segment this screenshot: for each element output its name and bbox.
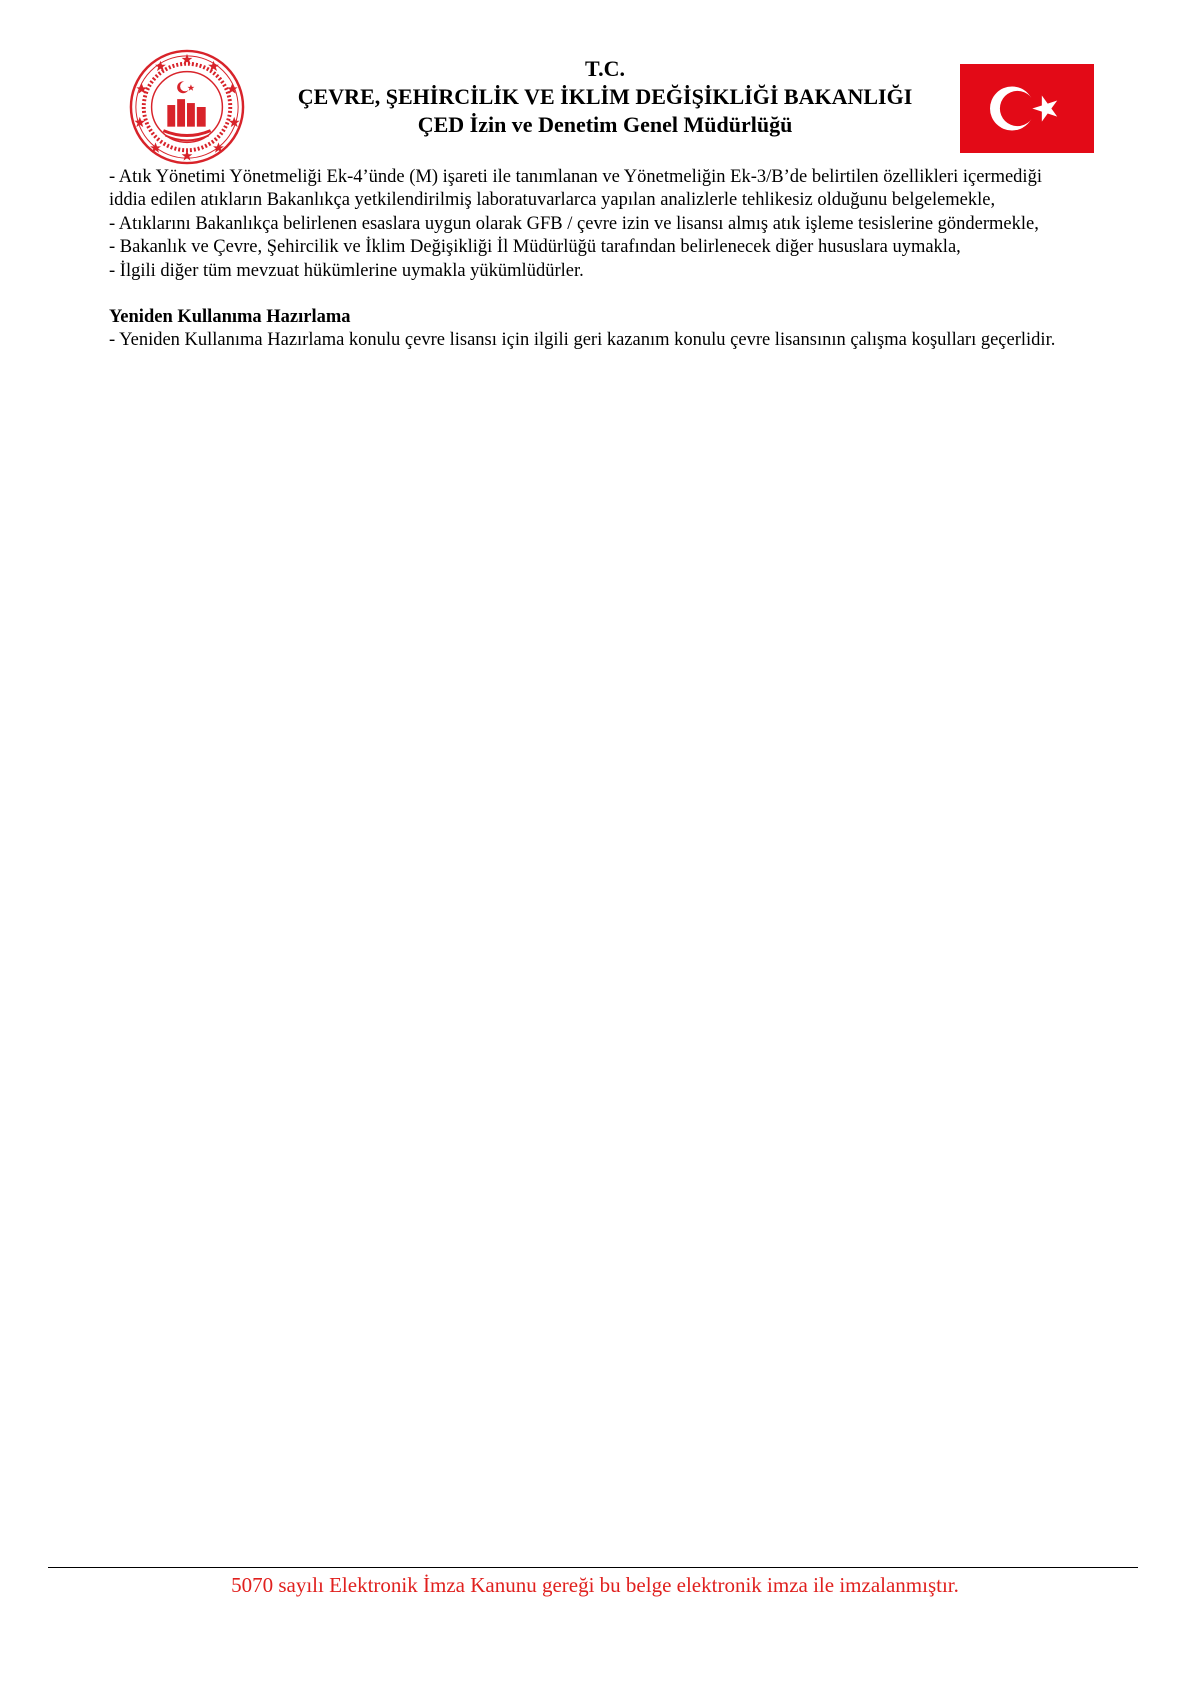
turkish-flag-icon — [960, 64, 1094, 153]
body-paragraph: - İlgili diğer tüm mevzuat hükümlerine uymakla yükümlüdürler. — [109, 260, 584, 281]
ministry-seal-icon — [128, 48, 246, 166]
header-line-tc: T.C. — [585, 56, 625, 81]
header-line-ministry: ÇEVRE, ŞEHİRCİLİK VE İKLİM DEĞİŞİKLİĞİ BAKANLIĞI — [297, 84, 913, 109]
section-heading: Yeniden Kullanıma Hazırlama — [109, 307, 351, 328]
e-signature-note: 5070 sayılı Elektronik İmza Kanunu gereği bu belge elektronik imza ile imzalanmıştır. — [231, 1573, 959, 1597]
header-titles — [260, 55, 950, 139]
body-paragraph: - Atıklarını Bakanlıkça belirlenen esaslara uygun olarak GFB / çevre izin ve lisansı almış atık işleme tesislerine göndermekle, — [109, 213, 1039, 234]
body-paragraph: - Bakanlık ve Çevre, Şehircilik ve İklim Değişikliği İl Müdürlüğü tarafından belirlenecek diğer hususlara uymakla, — [109, 237, 961, 258]
header-line-directorate: ÇED İzin ve Denetim Genel Müdürlüğü — [417, 112, 793, 137]
document-body — [109, 166, 1069, 353]
footer-divider — [48, 1567, 1138, 1568]
body-paragraph: - Atık Yönetimi Yönetmeliği Ek-4’ünde (M) işareti ile tanımlanan ve Yönetmeliğin Ek-3/B’de belirtilen özellikleri içermediği iddia edilen atıkların Bakanlıkça yetkilendirilmiş laboratuvarlarca yapılan analizlerle tehlikesiz olduğunu belgelemekle, — [109, 167, 1042, 211]
section-paragraph: - Yeniden Kullanıma Hazırlama konulu çevre lisansı için ilgili geri kazanım konulu çevre lisansının çalışma koşulları geçerlidir. — [109, 330, 1056, 351]
